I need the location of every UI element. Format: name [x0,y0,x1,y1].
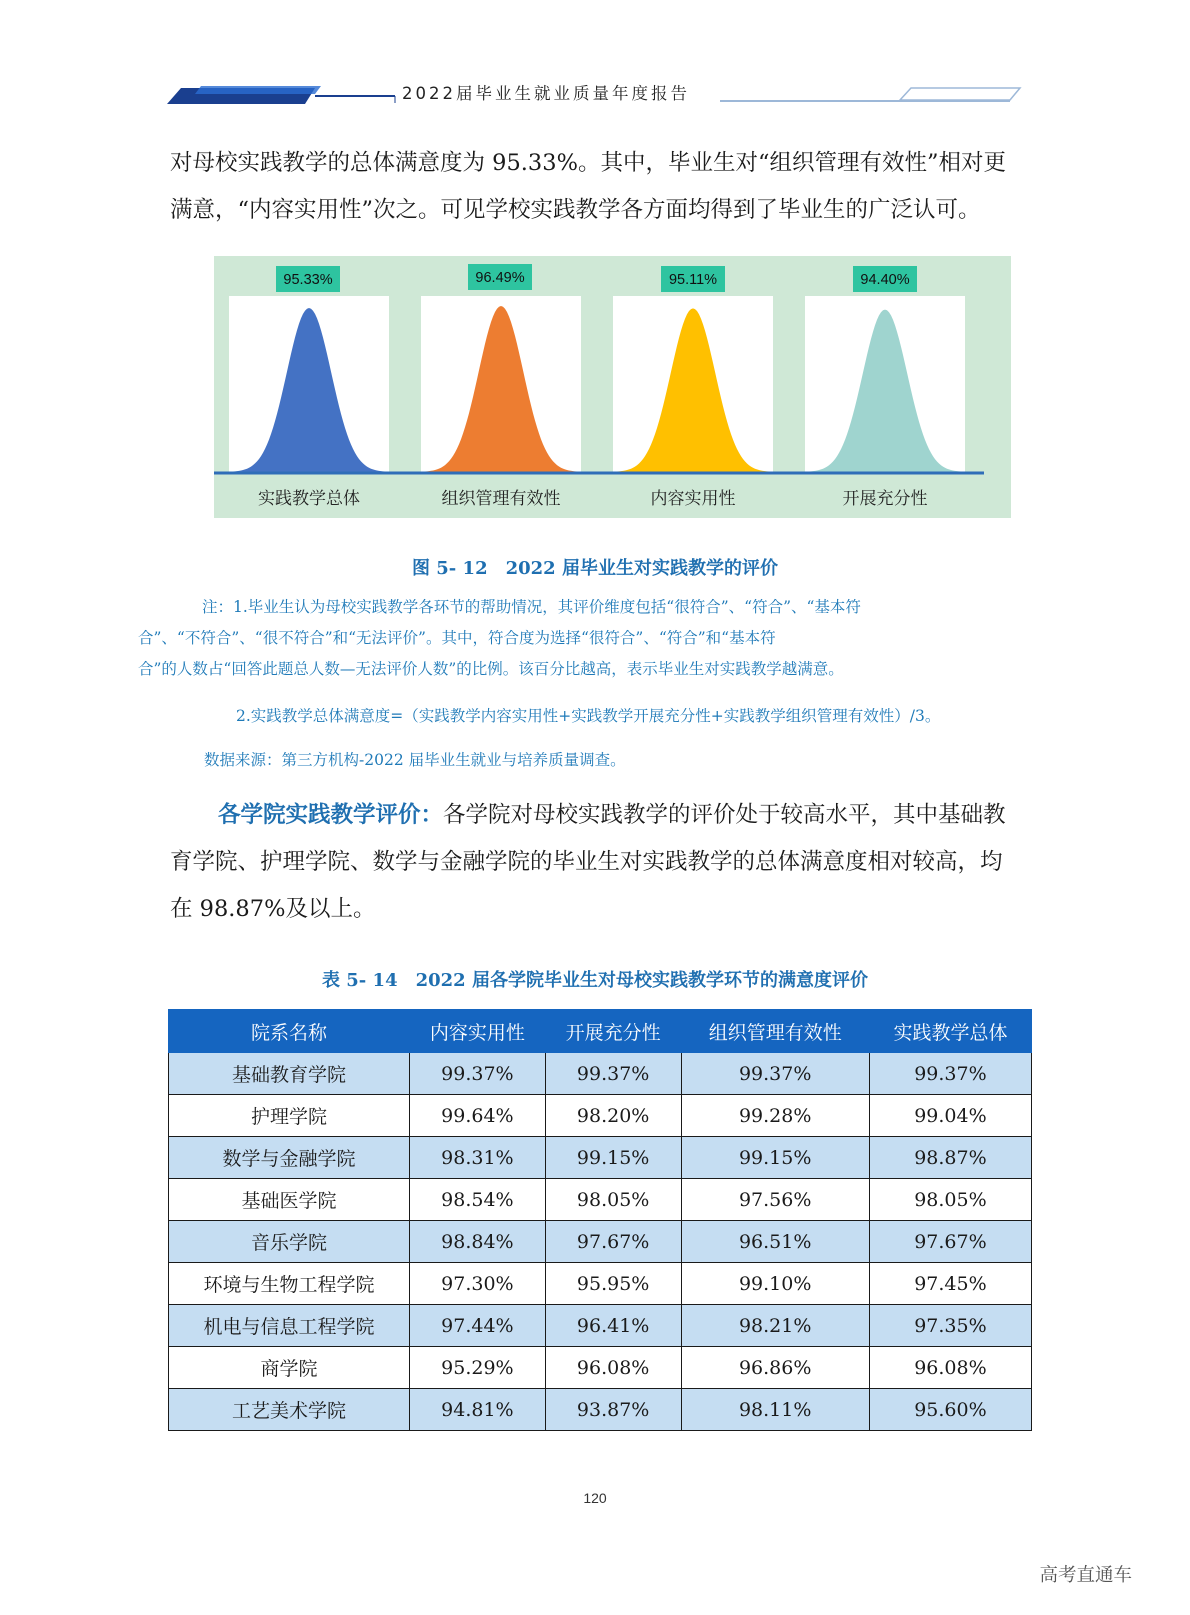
college-name-cell: 环境与生物工程学院 [169,1263,410,1305]
college-satisfaction-table [168,1009,1032,1431]
note-1-line-2: 合”、“不符合”、“很不符合”和“无法评价”。其中，符合度为选择“很符合”、“符合”和“基本符 [138,629,776,647]
college-paragraph [170,792,1040,933]
percent-cell: 96.51% [681,1221,869,1263]
percent-cell: 98.21% [681,1305,869,1347]
college-name-cell: 基础医学院 [169,1179,410,1221]
college-name-cell: 数学与金融学院 [169,1137,410,1179]
percent-cell: 99.04% [869,1095,1031,1137]
college-lead: 各学院实践教学评价： [218,802,444,828]
percent-cell: 93.87% [545,1389,681,1431]
percent-cell: 96.08% [869,1347,1031,1389]
percent-cell: 97.35% [869,1305,1031,1347]
percent-cell: 97.67% [545,1221,681,1263]
percent-cell: 98.87% [869,1137,1031,1179]
college-name-cell: 工艺美术学院 [169,1389,410,1431]
note-1-line-1: 注：1.毕业生认为母校实践教学各环节的帮助情况，其评价维度包括“很符合”、“符合”、“基本符 [202,598,861,616]
percent-cell: 99.37% [410,1053,546,1095]
percent-cell: 98.84% [410,1221,546,1263]
table-row [169,1347,1032,1389]
percent-cell: 98.05% [545,1179,681,1221]
category-label: 开展充分性 [842,489,928,509]
table-header-cell: 内容实用性 [410,1010,546,1053]
table-row [169,1137,1032,1179]
data-label: 95.11% [668,272,718,288]
table-header-cell: 组织管理有效性 [681,1010,869,1053]
percent-cell: 99.37% [869,1053,1031,1095]
table-row [169,1305,1032,1347]
percent-cell: 97.44% [410,1305,546,1347]
table-header-cell: 实践教学总体 [869,1010,1031,1053]
watermark: 高考直通车 [1039,1565,1132,1586]
college-name-cell: 基础教育学院 [169,1053,410,1095]
page-header [165,74,1025,114]
table-row [169,1095,1032,1137]
percent-cell: 97.67% [869,1221,1031,1263]
percent-cell: 98.05% [869,1179,1031,1221]
category-label: 内容实用性 [650,489,736,509]
percent-cell: 98.54% [410,1179,546,1221]
percent-cell: 95.29% [410,1347,546,1389]
percent-cell: 99.37% [681,1053,869,1095]
percent-cell: 98.11% [681,1389,869,1431]
percent-cell: 94.81% [410,1389,546,1431]
college-name-cell: 音乐学院 [169,1221,410,1263]
note-1-line-3: 合”的人数占“回答此题总人数—无法评价人数”的比例。该百分比越高，表示毕业生对实践教学越满意。 [138,660,844,678]
chart-svg [214,256,1011,518]
percent-cell: 99.37% [545,1053,681,1095]
percent-cell: 95.60% [869,1389,1031,1431]
page-number: 120 [583,1490,607,1506]
category-label: 组织管理有效性 [441,489,561,509]
college-name-cell: 机电与信息工程学院 [169,1305,410,1347]
percent-cell: 98.31% [410,1137,546,1179]
college-text-1: 各学院对母校实践教学的评价处于较高水平，其中基础教 [443,802,1006,828]
percent-cell: 97.45% [869,1263,1031,1305]
table-header-row [169,1010,1032,1053]
percent-cell: 97.56% [681,1179,869,1221]
percent-cell: 98.20% [545,1095,681,1137]
table-row [169,1179,1032,1221]
data-label: 94.40% [860,272,910,288]
college-text-2: 育学院、护理学院、数学与金融学院的毕业生对实践教学的总体满意度相对较高，均 [170,849,1003,875]
intro-line-2: 满意，“内容实用性”次之。可见学校实践教学各方面均得到了毕业生的广泛认可。 [170,197,981,223]
intro-line-1: 对母校实践教学的总体满意度为 95.33%。其中，毕业生对“组织管理有效性”相对更 [170,150,1006,176]
percent-cell: 96.08% [545,1347,681,1389]
figure-caption: 图 5- 12 2022 届毕业生对实践教学的评价 [412,558,778,579]
table-row [169,1053,1032,1095]
table-row [169,1221,1032,1263]
data-label: 95.33% [283,272,333,288]
percent-cell: 96.41% [545,1305,681,1347]
percent-cell: 97.30% [410,1263,546,1305]
table-header-cell: 院系名称 [169,1010,410,1053]
college-name-cell: 护理学院 [169,1095,410,1137]
table-caption: 表 5- 14 2022 届各学院毕业生对母校实践教学环节的满意度评价 [322,970,868,991]
percent-cell: 99.15% [681,1137,869,1179]
percent-cell: 99.64% [410,1095,546,1137]
percent-cell: 95.95% [545,1263,681,1305]
percent-cell: 99.10% [681,1263,869,1305]
note-1 [138,592,1040,685]
note-2: 2.实践教学总体满意度=（实践教学内容实用性+实践教学开展充分性+实践教学组织管理有效性）/3。 [236,707,941,725]
practice-teaching-chart [214,256,1011,518]
header-title: 2022届毕业生就业质量年度报告 [402,84,690,103]
data-source: 数据来源：第三方机构-2022 届毕业生就业与培养质量调查。 [204,751,626,769]
table-row [169,1389,1032,1431]
percent-cell: 96.86% [681,1347,869,1389]
table-row [169,1263,1032,1305]
category-label: 实践教学总体 [258,489,360,509]
percent-cell: 99.28% [681,1095,869,1137]
table-header-cell: 开展充分性 [545,1010,681,1053]
intro-paragraph [170,140,1040,234]
college-text-3: 在 98.87%及以上。 [170,896,376,922]
college-name-cell: 商学院 [169,1347,410,1389]
percent-cell: 99.15% [545,1137,681,1179]
data-label: 96.49% [475,270,525,286]
